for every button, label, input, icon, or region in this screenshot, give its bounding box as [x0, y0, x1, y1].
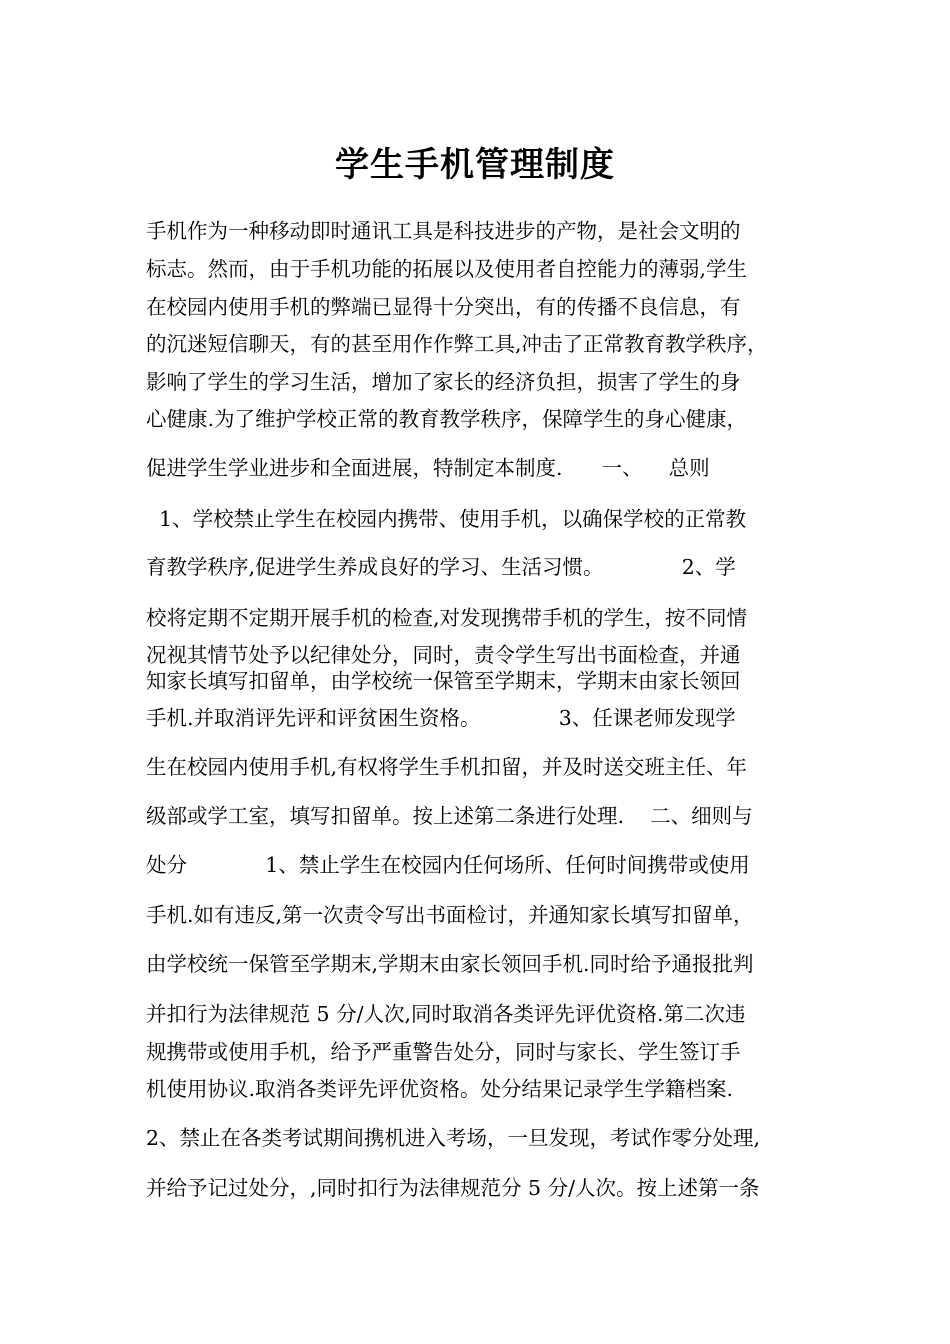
body-line-19: 并扣行为法律规范 5 分/人次,同时取消各类评先评优资格.第二次违	[146, 1002, 746, 1026]
body-line-8: 1、学校禁止学生在校园内携带、使用手机，以确保学校的正常教	[146, 507, 747, 531]
body-line-14: 生在校园内使用手机,有权将学生手机扣留，并及时送交班主任、年	[146, 755, 748, 779]
body-line-13: 手机.并取消评先评和评贫困生资格。 3、任课老师发现学	[146, 706, 736, 730]
body-line-15: 级部或学工室，填写扣留单。按上述第二条进行处理. 二、细则与	[146, 804, 753, 828]
body-line-12: 知家长填写扣留单，由学校统一保管至学期末，学期末由家长领回	[146, 669, 741, 693]
page-title: 学生手机管理制度	[335, 145, 615, 185]
body-line-23: 并给予记过处分，,同时扣行为法律规范分 5 分/人次。按上述第一条	[146, 1176, 760, 1200]
body-line-5: 影响了学生的学习生活，增加了家长的经济负担，损害了学生的身	[146, 370, 741, 394]
body-line-21: 机使用协议.取消各类评先评优资格。处分结果记录学生学籍档案.	[146, 1077, 734, 1101]
body-line-11: 况视其情节处予以纪律处分，同时，责令学生写出书面检查，并通	[146, 643, 741, 667]
body-line-7: 促进学生学业进步和全面进展，特制定本制度. 一、 总则	[146, 456, 710, 480]
body-line-16: 处分 1、禁止学生在校园内任何场所、任何时间携带或使用	[146, 853, 750, 877]
body-line-20: 规携带或使用手机，给予严重警告处分，同时与家长、学生签订手	[146, 1040, 741, 1064]
body-line-2: 标志。然而，由于手机功能的拓展以及使用者自控能力的薄弱,学生	[146, 257, 748, 281]
body-line-9: 育教学秩序,促进学生养成良好的学习、生活习惯。 2、学	[146, 555, 736, 579]
body-line-10: 校将定期不定期开展手机的检查,对发现携带手机的学生，按不同情	[146, 606, 748, 630]
body-line-22: 2、禁止在各类考试期间携机进入考场，一旦发现，考试作零分处理,	[146, 1126, 761, 1150]
body-line-17: 手机.如有违反,第一次责令写出书面检讨，并通知家长填写扣留单，	[146, 903, 754, 927]
body-line-6: 心健康.为了维护学校正常的教育教学秩序，保障学生的身心健康，	[146, 407, 748, 431]
body-line-4: 的沉迷短信聊天，有的甚至用作作弊工具,冲击了正常教育教学秩序，	[146, 332, 768, 356]
body-line-1: 手机作为一种移动即时通讯工具是科技进步的产物，是社会文明的	[146, 219, 741, 243]
body-line-18: 由学校统一保管至学期末,学期末由家长领回手机.同时给予通报批判	[146, 952, 754, 976]
body-line-3: 在校园内使用手机的弊端已显得十分突出，有的传播不良信息，有	[146, 295, 741, 319]
